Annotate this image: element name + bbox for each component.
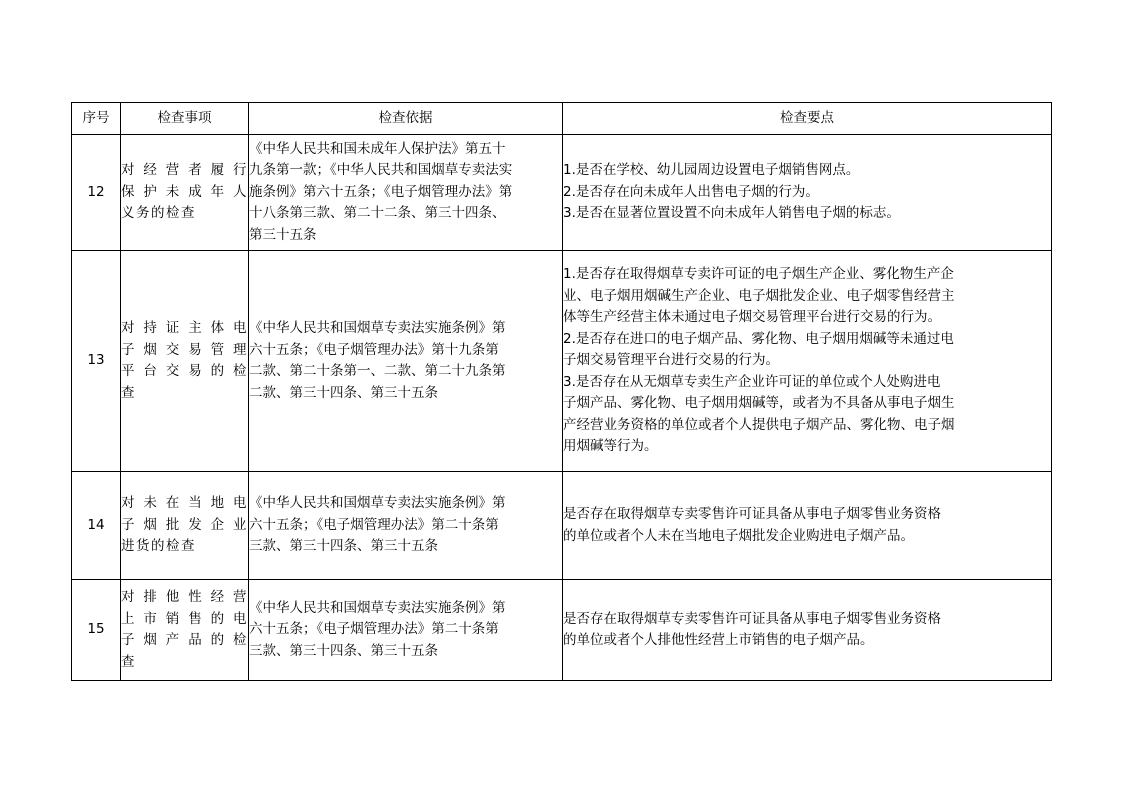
row-number: 13 — [72, 251, 121, 472]
inspection-basis-line: 九条第一款；《中华人民共和国烟草专卖法实 — [249, 162, 513, 179]
inspection-points — [563, 135, 1052, 251]
inspection-table-page — [71, 102, 1051, 681]
inspection-basis-line: 《中华人民共和国烟草专卖法实施条例》第 — [249, 320, 506, 336]
inspection-item-line: 子烟批发企业 — [121, 516, 248, 533]
inspection-point-line: 的单位或者个人未在当地电子烟批发企业购进电子烟产品。 — [563, 527, 914, 544]
table-row — [72, 251, 1052, 472]
inspection-point-line: 2.是否存在进口的电子烟产品、雾化物、电子烟用烟碱等未通过电 — [563, 330, 954, 347]
inspection-item-line: 义务的检查 — [121, 205, 196, 222]
inspection-basis-line: 十八条第三款、第二十二条、第三十四条、 — [249, 205, 506, 222]
inspection-item-line: 查 — [121, 384, 136, 401]
inspection-point-line: 业、电子烟用烟碱生产企业、电子烟批发企业、电子烟零售经营主 — [563, 287, 955, 304]
inspection-item-line: 对排他性经营 — [121, 589, 248, 605]
inspection-points — [563, 251, 1052, 472]
inspection-item-line: 进货的检查 — [121, 538, 196, 555]
table-row — [72, 135, 1052, 251]
inspection-point-line: 1.是否在学校、幼儿园周边设置电子烟销售网点。 — [563, 162, 860, 179]
inspection-item-line: 子烟交易管理 — [121, 341, 248, 358]
inspection-basis — [249, 135, 563, 251]
inspection-basis-line: 第三十五条 — [249, 226, 317, 243]
table-header-row — [72, 103, 1052, 135]
inspection-item-line: 保护未成年人 — [121, 183, 248, 200]
table-row — [72, 472, 1052, 580]
inspection-basis-line: 三款、第三十四条、第三十五条 — [249, 642, 438, 659]
inspection-point-line: 3.是否存在从无烟草专卖生产企业许可证的单位或个人处购进电 — [563, 373, 941, 390]
inspection-item — [121, 135, 249, 251]
inspection-basis-line: 施条例》第六十五条；《电子烟管理办法》第 — [249, 183, 513, 200]
inspection-basis-line: 《中华人民共和国未成年人保护法》第五十 — [249, 140, 506, 157]
inspection-points — [563, 580, 1052, 681]
row-number: 14 — [72, 472, 121, 580]
inspection-basis-line: 六十五条；《电子烟管理办法》第二十条第 — [249, 621, 499, 638]
inspection-basis-line: 六十五条；《电子烟管理办法》第二十条第 — [249, 516, 499, 533]
table-row — [72, 580, 1052, 681]
inspection-basis — [249, 251, 563, 472]
inspection-item-line: 对持证主体电 — [121, 320, 248, 336]
header-item: 检查事项 — [121, 103, 249, 135]
inspection-point-line: 子烟产品、雾化物、电子烟用烟碱等，或者为不具备从事电子烟生 — [563, 395, 955, 412]
inspection-item-line: 平台交易的检 — [121, 363, 248, 379]
inspection-point-line: 用烟碱等行为。 — [563, 438, 658, 455]
inspection-item-line: 子烟产品的检 — [121, 632, 248, 648]
row-number: 15 — [72, 580, 121, 681]
inspection-table — [71, 102, 1052, 681]
inspection-basis-line: 二款、第二十条第一、二款、第二十九条第 — [249, 363, 506, 379]
inspection-item — [121, 251, 249, 472]
inspection-item-line: 对未在当地电 — [121, 495, 248, 512]
inspection-point-line: 是否存在取得烟草专卖零售许可证具备从事电子烟零售业务资格 — [563, 610, 941, 627]
inspection-point-line: 的单位或者个人排他性经营上市销售的电子烟产品。 — [563, 632, 874, 648]
inspection-item-line: 对经营者履行 — [121, 162, 248, 179]
inspection-point-line: 子烟交易管理平台进行交易的行为。 — [563, 352, 779, 369]
header-num: 序号 — [72, 103, 121, 135]
inspection-item — [121, 580, 249, 681]
inspection-basis-line: 《中华人民共和国烟草专卖法实施条例》第 — [249, 599, 506, 616]
inspection-point-line: 体等生产经营主体未通过电子烟交易管理平台进行交易的行为。 — [563, 309, 941, 326]
inspection-item-line: 上市销售的电 — [121, 610, 248, 627]
inspection-point-line: 1.是否存在取得烟草专卖许可证的电子烟生产企业、雾化物生产企 — [563, 266, 954, 283]
row-number: 12 — [72, 135, 121, 251]
inspection-points — [563, 472, 1052, 580]
inspection-point-line: 3.是否在显著位置设置不向未成年人销售电子烟的标志。 — [563, 205, 900, 222]
header-points: 检查要点 — [563, 103, 1052, 135]
inspection-point-line: 是否存在取得烟草专卖零售许可证具备从事电子烟零售业务资格 — [563, 506, 941, 522]
table-body — [72, 135, 1052, 681]
inspection-basis-line: 《中华人民共和国烟草专卖法实施条例》第 — [249, 495, 506, 512]
header-basis: 检查依据 — [249, 103, 563, 135]
inspection-point-line: 产经营业务资格的单位或者个人提供电子烟产品、雾化物、电子烟 — [563, 416, 955, 433]
inspection-basis — [249, 472, 563, 580]
inspection-item — [121, 472, 249, 580]
inspection-point-line: 2.是否存在向未成年人出售电子烟的行为。 — [563, 183, 819, 200]
inspection-basis-line: 六十五条；《电子烟管理办法》第十九条第 — [249, 341, 499, 358]
inspection-basis — [249, 580, 563, 681]
inspection-basis-line: 二款、第三十四条、第三十五条 — [249, 384, 438, 401]
inspection-item-line: 查 — [121, 653, 136, 670]
inspection-basis-line: 三款、第三十四条、第三十五条 — [249, 538, 438, 555]
